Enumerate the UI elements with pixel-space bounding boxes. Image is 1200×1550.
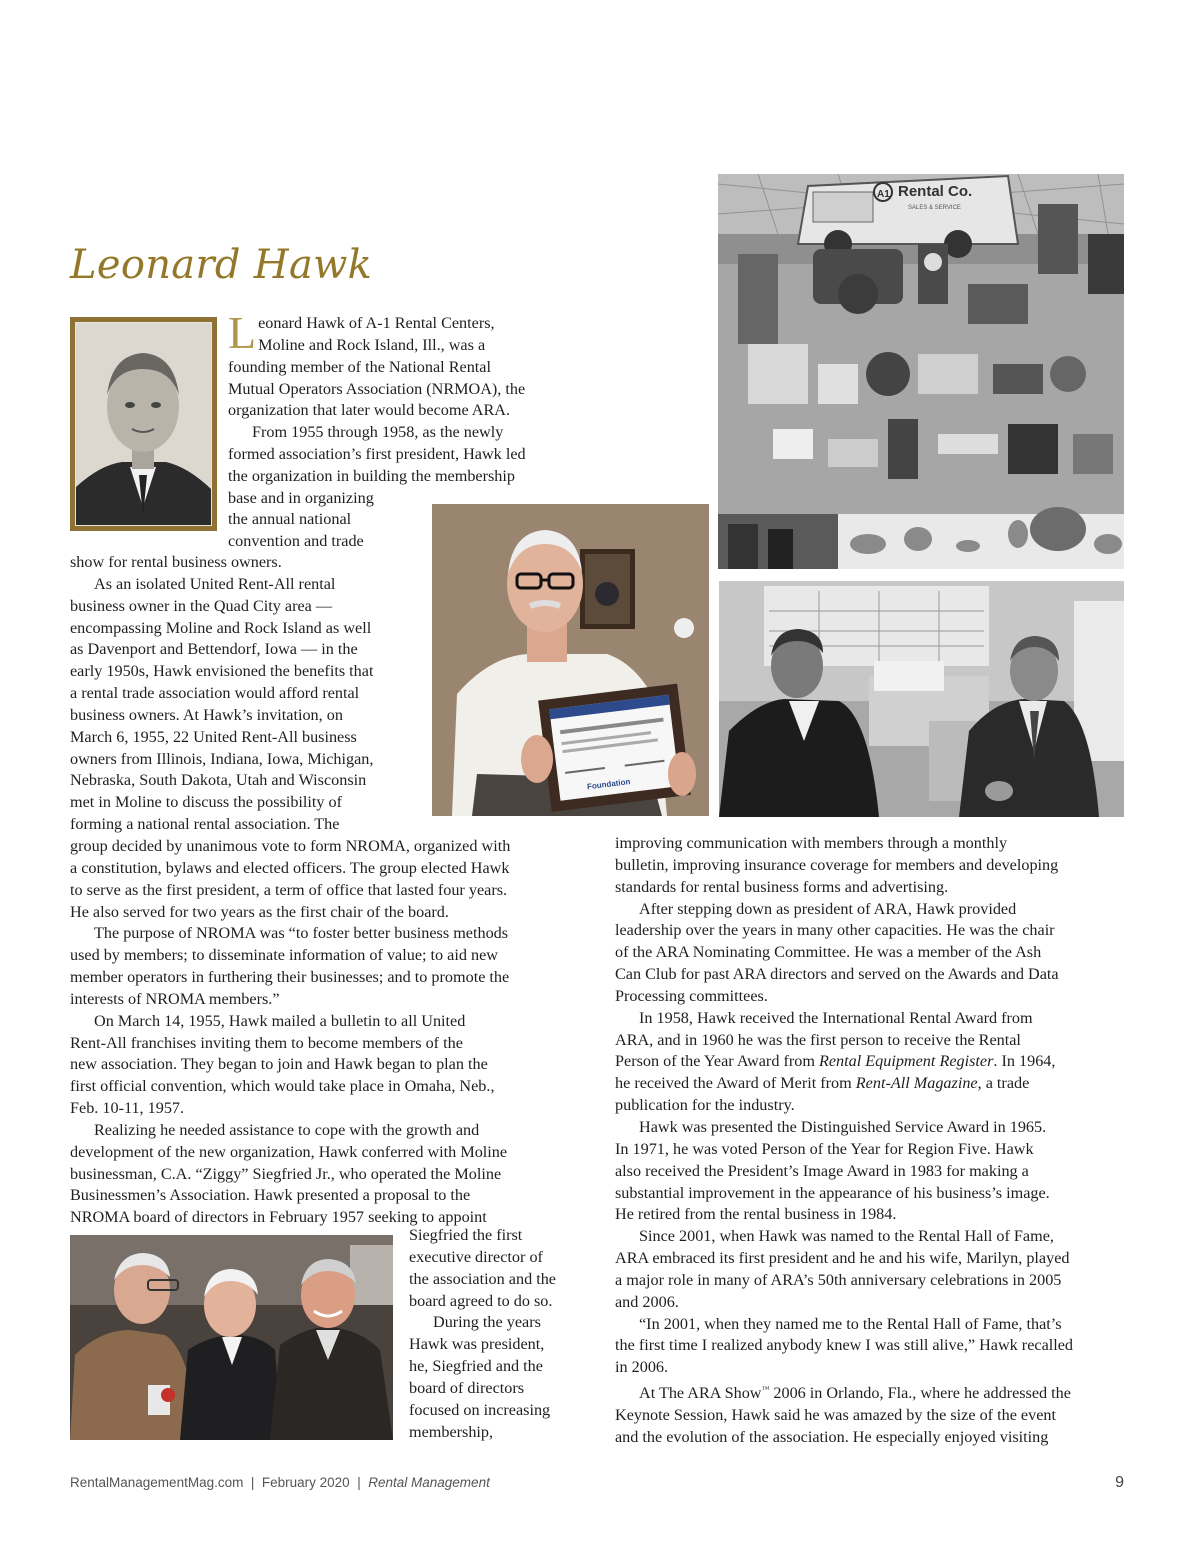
text-line: as Davenport and Bettendorf, Iowa — in the <box>70 640 358 659</box>
text-line: also received the President’s Image Award in 1983 for making a <box>615 1161 1029 1180</box>
footer-site: RentalManagementMag.com <box>70 1475 244 1490</box>
text-line: Keynote Session, Hawk said he was amazed by the size of the event <box>615 1406 1056 1425</box>
text-line: owners from Illinois, Indiana, Iowa, Michigan, <box>70 749 374 768</box>
trademark: ™ <box>761 1385 770 1395</box>
text-line: ARA embraced its first president and he and his wife, Marilyn, played <box>615 1249 1070 1268</box>
text-line: After stepping down as president of ARA, Hawk provided <box>639 899 1017 918</box>
text-line: interests of NROMA members.” <box>70 989 280 1008</box>
text-line: Hawk was president, <box>409 1335 545 1354</box>
text-line: Hawk was presented the Distinguished Service Award in 1965. <box>639 1117 1047 1136</box>
page-number: 9 <box>1115 1474 1124 1491</box>
text-line: On March 14, 1955, Hawk mailed a bulletin to all United <box>94 1011 466 1030</box>
text-line: development of the new organization, Hawk conferred with Moline <box>70 1142 508 1161</box>
text-line: Moline and Rock Island, Ill., was a <box>258 335 486 354</box>
text-line: As an isolated United Rent-All rental <box>94 574 336 593</box>
text-line: He also served for two years as the first chair of the board. <box>70 902 449 921</box>
text-line: Nebraska, South Dakota, Utah and Wisconsin <box>70 771 367 790</box>
text-line: new association. They began to join and Hawk began to plan the <box>70 1055 488 1074</box>
text-line: NROMA board of directors in February 1957 seeking to appoint <box>70 1208 487 1227</box>
text-line <box>615 1384 1071 1402</box>
text-line: The purpose of NROMA was “to foster better business methods <box>94 924 509 943</box>
text-line: encompassing Moline and Rock Island as well <box>70 618 372 637</box>
text-line: businessman, C.A. “Ziggy” Siegfried Jr., who operated the Moline <box>70 1164 502 1183</box>
text-line: a major role in many of ARA’s 50th anniversary celebrations in 2005 <box>615 1270 1062 1289</box>
text-line: Processing committees. <box>615 986 768 1005</box>
text-line: to serve as the first president, a term of office that lasted four years. <box>70 880 508 899</box>
portrait-photo <box>70 317 217 531</box>
text-line: the organization in building the membership <box>228 466 515 485</box>
publication-name: Rental Equipment Register <box>818 1052 994 1071</box>
text-line: formed association’s first president, Hawk led <box>228 444 526 463</box>
text-line: business owners. At Hawk’s invitation, on <box>70 705 343 724</box>
text-line: substantial improvement in the appearance of his business’s image. <box>615 1183 1050 1202</box>
text-line: ARA, and in 1960 he was the first person to receive the Rental <box>615 1030 1021 1049</box>
intro-paragraph <box>228 307 568 422</box>
text-line: business owner in the Quad City area — <box>70 596 333 615</box>
text-fragment: , a trade <box>977 1074 1030 1093</box>
text-line: in 2006. <box>615 1358 669 1377</box>
text-line: of the ARA Nominating Committee. He was a member of the Ash <box>615 943 1042 962</box>
text-line: Since 2001, when Hawk was named to the Rental Hall of Fame, <box>639 1227 1054 1246</box>
text-line: the annual national <box>228 510 352 529</box>
van-logo-text: A1 <box>877 189 890 200</box>
text-line: group decided by unanimous vote to form NROMA, organized with <box>70 836 511 855</box>
text-line: Siegfried the first <box>409 1226 523 1244</box>
paragraph-siegfried <box>409 1225 594 1443</box>
text-line: March 6, 1955, 22 United Rent-All business <box>70 727 357 746</box>
article-title: Leonard Hawk <box>70 242 373 288</box>
column-two-text <box>615 833 1135 1449</box>
van-sub-text: SALES & SERVICE <box>908 205 961 211</box>
text-line: used by members; to disseminate information of value; to aid new <box>70 946 498 965</box>
text-line: founding member of the National Rental <box>228 357 491 376</box>
text-line: met in Moline to discuss the possibility of <box>70 793 343 812</box>
text-line: Rent-All franchises inviting them to become members of the <box>70 1033 463 1052</box>
text-line: first official convention, which would take place in Omaha, Neb., <box>70 1077 495 1096</box>
text-line: he, Siegfried and the <box>409 1357 543 1376</box>
certificate-photo <box>432 504 709 816</box>
text-fragment: he received the Award of Merit from <box>615 1074 856 1093</box>
text-line: improving communication with members through a monthly <box>615 834 1008 852</box>
text-line: the first time I realized anybody knew I was still alive,” Hawk recalled <box>615 1336 1074 1355</box>
equipment-yard-photo <box>718 174 1124 569</box>
text-line: board agreed to do so. <box>409 1291 553 1310</box>
text-line: During the years <box>433 1313 541 1332</box>
text-line: and the evolution of the association. He especially enjoyed visiting <box>615 1428 1049 1447</box>
text-line: convention and trade <box>228 532 364 551</box>
text-line: forming a national rental association. The <box>70 815 340 834</box>
drop-cap: L <box>228 307 257 358</box>
text-line: base and in organizing <box>228 488 374 507</box>
text-line <box>615 1052 1055 1070</box>
text-line: the association and the <box>409 1269 556 1288</box>
text-line: early 1950s, Hawk envisioned the benefits that <box>70 662 374 681</box>
text-line: eonard Hawk of A-1 Rental Centers, <box>258 314 495 332</box>
text-line: show for rental business owners. <box>70 553 282 571</box>
text-fragment: . In 1964, <box>993 1052 1056 1071</box>
text-line: Mutual Operators Association (NRMOA), the <box>228 379 526 398</box>
text-line: In 1958, Hawk received the International Rental Award from <box>639 1008 1033 1027</box>
text-line: leadership over the years in many other capacities. He was the chair <box>615 921 1055 940</box>
text-line: publication for the industry. <box>615 1096 795 1115</box>
text-fragment: 2006 in Orlando, Fla., where he addressed the <box>769 1384 1071 1403</box>
text-line <box>615 1074 1029 1092</box>
text-line: Businessmen’s Association. Hawk presented a proposal to the <box>70 1186 471 1205</box>
text-line: He retired from the rental business in 1984. <box>615 1205 897 1224</box>
office-meeting-photo <box>719 581 1124 817</box>
van-sign-text: Rental Co. <box>898 183 973 200</box>
text-line: standards for rental business forms and advertising. <box>615 877 949 896</box>
text-line: In 1971, he was voted Person of the Year for Region Five. Hawk <box>615 1139 1034 1158</box>
footer-separator: | <box>250 1475 255 1490</box>
text-line: From 1955 through 1958, as the newly <box>252 423 504 441</box>
text-line: and 2006. <box>615 1292 679 1311</box>
text-line: Feb. 10-11, 1957. <box>70 1099 185 1118</box>
text-fragment: At The ARA Show <box>639 1384 762 1403</box>
text-line: Realizing he needed assistance to cope with the growth and <box>94 1120 480 1139</box>
footer-publication: Rental Management <box>368 1475 490 1490</box>
footer-date: February 2020 <box>261 1475 350 1490</box>
footer-separator: | <box>357 1475 361 1490</box>
text-line: member operators in furthering their businesses; and to promote the <box>70 968 510 987</box>
text-line: a rental trade association would afford rental <box>70 684 360 703</box>
publication-name: Rent-All Magazine <box>855 1074 978 1093</box>
group-photo <box>70 1235 393 1440</box>
text-fragment: Person of the Year Award from <box>615 1052 819 1071</box>
text-line: a constitution, bylaws and elected officers. The group elected Hawk <box>70 858 510 877</box>
text-line: membership, <box>409 1422 494 1441</box>
text-line: board of directors <box>409 1378 525 1397</box>
text-line: focused on increasing <box>409 1400 551 1419</box>
text-line: Can Club for past ARA directors and served on the Awards and Data <box>615 965 1059 984</box>
page-footer <box>70 1475 490 1490</box>
text-line: “In 2001, when they named me to the Rental Hall of Fame, that’s <box>639 1314 1062 1333</box>
text-line: executive director of <box>409 1247 543 1266</box>
text-line: organization that later would become ARA. <box>228 401 511 420</box>
text-line: bulletin, improving insurance coverage for members and developing <box>615 855 1059 874</box>
plaque-foundation-text: Foundation <box>586 777 631 792</box>
